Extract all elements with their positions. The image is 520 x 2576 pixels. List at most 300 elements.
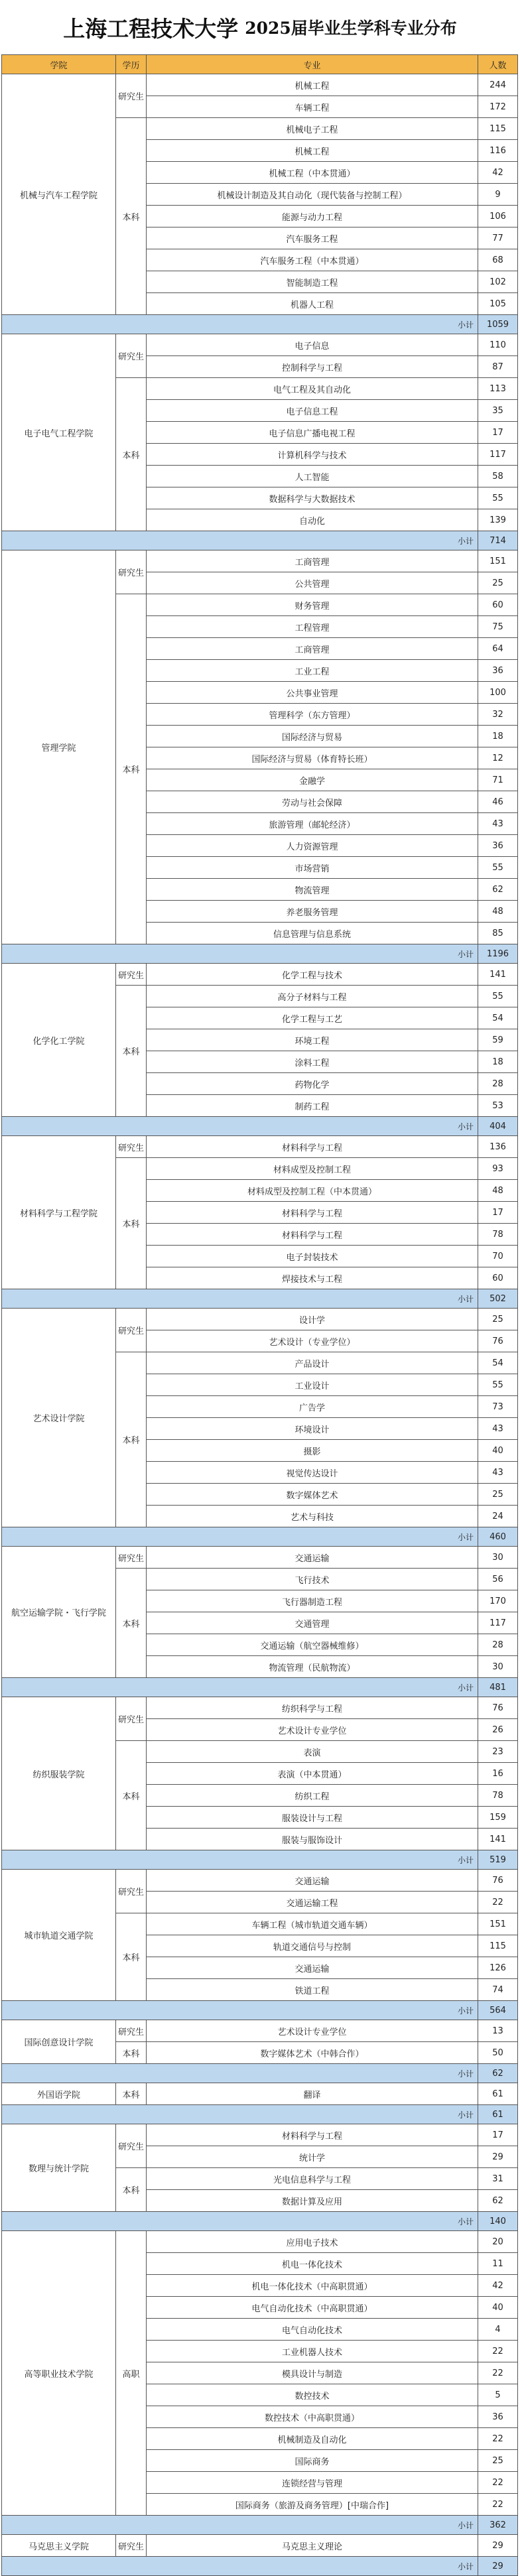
- major-count: 141: [478, 1829, 518, 1850]
- major-count: 48: [478, 901, 518, 923]
- major-name: 信息管理与信息系统: [147, 923, 478, 944]
- major-name: 艺术与科技: [147, 1506, 478, 1527]
- degree-cell: 本科: [116, 118, 147, 315]
- degree-cell: 高职: [116, 2231, 147, 2516]
- major-count: 23: [478, 1741, 518, 1763]
- table-row: [2, 1136, 518, 1158]
- major-count: 42: [478, 2275, 518, 2297]
- major-name: 材料成型及控制工程: [147, 1158, 478, 1180]
- major-count: 22: [478, 2472, 518, 2494]
- major-count: 30: [478, 1656, 518, 1678]
- major-name: 材料科学与工程: [147, 1136, 478, 1158]
- major-name: 马克思主义理论: [147, 2535, 478, 2557]
- major-count: 17: [478, 1202, 518, 1224]
- major-count: 126: [478, 1957, 518, 1979]
- college-name: 电子电气工程学院: [2, 334, 116, 531]
- major-count: 170: [478, 1590, 518, 1612]
- degree-cell: 研究生: [116, 1309, 147, 1352]
- major-name: 电气自动化技术: [147, 2319, 478, 2341]
- major-name: 交通运输: [147, 1870, 478, 1892]
- degree-cell: 本科: [116, 378, 147, 531]
- major-name: 环境工程: [147, 1029, 478, 1051]
- school-name: 上海工程技术大学: [63, 15, 239, 42]
- subtotal-row: [2, 1850, 518, 1870]
- major-name: 数据计算及应用: [147, 2190, 478, 2212]
- subtotal-value: 564: [478, 2001, 518, 2020]
- subtotal-value: 62: [478, 2064, 518, 2083]
- major-count: 172: [478, 96, 518, 118]
- major-count: 116: [478, 140, 518, 162]
- major-count: 55: [478, 986, 518, 1007]
- major-name: 数控技术: [147, 2384, 478, 2406]
- major-name: 机械制造及自动化: [147, 2428, 478, 2450]
- major-count: 244: [478, 74, 518, 96]
- major-name: 国际商务（旅游及商务管理）[中瑞合作]: [147, 2494, 478, 2516]
- subtotal-label: 小计: [2, 2212, 478, 2231]
- major-count: 28: [478, 1073, 518, 1095]
- major-count: 22: [478, 1892, 518, 1913]
- subtotal-value: 29: [478, 2557, 518, 2576]
- major-count: 16: [478, 1763, 518, 1785]
- page-title: [0, 0, 520, 54]
- major-count: 22: [478, 2341, 518, 2362]
- major-count: 40: [478, 1440, 518, 1462]
- major-name: 数字媒体艺术（中韩合作）: [147, 2042, 478, 2064]
- table-row: [2, 2535, 518, 2557]
- major-name: 电气工程及其自动化: [147, 378, 478, 400]
- major-count: 68: [478, 249, 518, 271]
- table-row: [2, 2231, 518, 2253]
- subtotal-label: 小计: [2, 1117, 478, 1136]
- major-count: 100: [478, 682, 518, 704]
- major-name: 工商管理: [147, 638, 478, 660]
- major-name: 服装与服饰设计: [147, 1829, 478, 1850]
- major-count: 102: [478, 271, 518, 293]
- major-name: 连锁经营与管理: [147, 2472, 478, 2494]
- college-name: 纺织服装学院: [2, 1697, 116, 1850]
- major-name: 机械设计制造及其自动化（现代装备与控制工程）: [147, 184, 478, 206]
- major-count: 58: [478, 466, 518, 487]
- major-name: 养老服务管理: [147, 901, 478, 923]
- major-name: 服装设计与工程: [147, 1807, 478, 1829]
- degree-cell: 本科: [116, 2083, 147, 2105]
- college-name: 高等职业技术学院: [2, 2231, 116, 2516]
- subtotal-label: 小计: [2, 315, 478, 334]
- subtotal-row: [2, 2105, 518, 2124]
- major-name: 劳动与社会保障: [147, 791, 478, 813]
- major-count: 53: [478, 1095, 518, 1117]
- table-row: [2, 1870, 518, 1892]
- major-name: 车辆工程（城市轨道交通车辆）: [147, 1913, 478, 1935]
- table-row: [2, 1697, 518, 1719]
- subtotal-value: 61: [478, 2105, 518, 2124]
- degree-cell: 研究生: [116, 74, 147, 118]
- table-row: [2, 550, 518, 572]
- major-count: 36: [478, 660, 518, 682]
- header-college: 学院: [2, 55, 116, 74]
- college-name: 马克思主义学院: [2, 2535, 116, 2557]
- major-count: 25: [478, 1309, 518, 1330]
- major-name: 物流管理: [147, 879, 478, 901]
- major-name: 统计学: [147, 2146, 478, 2168]
- major-name: 材料科学与工程: [147, 2124, 478, 2146]
- degree-cell: 本科: [116, 2168, 147, 2212]
- major-count: 87: [478, 356, 518, 378]
- major-count: 26: [478, 1719, 518, 1741]
- major-count: 141: [478, 964, 518, 986]
- major-count: 55: [478, 1374, 518, 1396]
- major-name: 汽车服务工程（中本贯通）: [147, 249, 478, 271]
- major-count: 24: [478, 1506, 518, 1527]
- major-name: 轨道交通信号与控制: [147, 1935, 478, 1957]
- major-count: 28: [478, 1634, 518, 1656]
- major-name: 产品设计: [147, 1352, 478, 1374]
- degree-cell: 本科: [116, 986, 147, 1117]
- major-count: 115: [478, 118, 518, 140]
- college-name: 数理与统计学院: [2, 2124, 116, 2212]
- subtotal-label: 小计: [2, 1527, 478, 1547]
- subtotal-value: 1196: [478, 944, 518, 964]
- major-name: 飞行器制造工程: [147, 1590, 478, 1612]
- major-count: 42: [478, 162, 518, 184]
- major-name: 机电一体化技术: [147, 2253, 478, 2275]
- major-name: 数据科学与大数据技术: [147, 487, 478, 509]
- subtotal-label: 小计: [2, 531, 478, 550]
- major-name: 涂料工程: [147, 1051, 478, 1073]
- major-name: 计算机科学与技术: [147, 444, 478, 466]
- major-name: 人力资源管理: [147, 835, 478, 857]
- major-name: 数字媒体艺术: [147, 1484, 478, 1506]
- degree-cell: 研究生: [116, 334, 147, 378]
- subtotal-value: 519: [478, 1850, 518, 1870]
- subtotal-row: [2, 2516, 518, 2535]
- subtotal-label: 小计: [2, 1289, 478, 1309]
- table-row: [2, 964, 518, 986]
- subtotal-row: [2, 1527, 518, 1547]
- major-count: 17: [478, 422, 518, 444]
- major-name: 材料科学与工程: [147, 1202, 478, 1224]
- major-name: 环境设计: [147, 1418, 478, 1440]
- table-row: [2, 2124, 518, 2146]
- major-count: 17: [478, 2124, 518, 2146]
- major-count: 12: [478, 747, 518, 769]
- subtotal-value: 1059: [478, 315, 518, 334]
- subtotal-row: [2, 2001, 518, 2020]
- header-major: 专业: [147, 55, 478, 74]
- major-count: 60: [478, 1267, 518, 1289]
- major-name: 自动化: [147, 509, 478, 531]
- subtotal-label: 小计: [2, 2557, 478, 2576]
- major-count: 13: [478, 2020, 518, 2042]
- degree-cell: 本科: [116, 1569, 147, 1678]
- major-name: 公共管理: [147, 572, 478, 594]
- major-count: 151: [478, 1913, 518, 1935]
- major-count: 74: [478, 1979, 518, 2001]
- subtotal-value: 460: [478, 1527, 518, 1547]
- major-name: 翻译: [147, 2083, 478, 2105]
- major-name: 纺织工程: [147, 1785, 478, 1807]
- major-name: 铁道工程: [147, 1979, 478, 2001]
- major-name: 电子信息: [147, 334, 478, 356]
- degree-cell: 本科: [116, 1913, 147, 2001]
- degree-cell: 本科: [116, 1741, 147, 1850]
- major-name: 制药工程: [147, 1095, 478, 1117]
- major-name: 机电一体化技术（中高职贯通）: [147, 2275, 478, 2297]
- major-name: 智能制造工程: [147, 271, 478, 293]
- major-count: 85: [478, 923, 518, 944]
- major-count: 31: [478, 2168, 518, 2190]
- major-count: 22: [478, 2362, 518, 2384]
- major-name: 视觉传达设计: [147, 1462, 478, 1484]
- major-count: 22: [478, 2494, 518, 2516]
- major-name: 机械电子工程: [147, 118, 478, 140]
- major-name: 交通运输: [147, 1547, 478, 1569]
- major-distribution-table: [1, 54, 518, 2576]
- degree-cell: 研究生: [116, 550, 147, 594]
- major-count: 54: [478, 1352, 518, 1374]
- subtotal-row: [2, 2064, 518, 2083]
- major-count: 64: [478, 638, 518, 660]
- major-count: 55: [478, 487, 518, 509]
- table-row: [2, 2020, 518, 2042]
- major-count: 29: [478, 2535, 518, 2557]
- degree-cell: 研究生: [116, 1870, 147, 1913]
- degree-cell: 研究生: [116, 2020, 147, 2042]
- subtotal-label: 小计: [2, 2516, 478, 2535]
- major-count: 43: [478, 813, 518, 835]
- subtotal-row: [2, 944, 518, 964]
- major-count: 73: [478, 1396, 518, 1418]
- major-name: 国际商务: [147, 2450, 478, 2472]
- major-count: 117: [478, 444, 518, 466]
- subtotal-row: [2, 2212, 518, 2231]
- title-subtitle: 2025届毕业生学科专业分布: [245, 19, 457, 38]
- header-degree: 学历: [116, 55, 147, 74]
- major-count: 62: [478, 2190, 518, 2212]
- major-name: 模具设计与制造: [147, 2362, 478, 2384]
- major-count: 9: [478, 184, 518, 206]
- major-count: 78: [478, 1785, 518, 1807]
- table-body: [2, 74, 518, 2576]
- subtotal-value: 362: [478, 2516, 518, 2535]
- major-name: 管理科学（东方管理）: [147, 704, 478, 726]
- major-name: 表演（中本贯通）: [147, 1763, 478, 1785]
- degree-cell: 研究生: [116, 1547, 147, 1569]
- degree-cell: 研究生: [116, 964, 147, 986]
- major-name: 材料科学与工程: [147, 1224, 478, 1246]
- major-count: 54: [478, 1007, 518, 1029]
- college-name: 城市轨道交通学院: [2, 1870, 116, 2001]
- major-count: 71: [478, 769, 518, 791]
- major-name: 应用电子技术: [147, 2231, 478, 2253]
- major-count: 18: [478, 726, 518, 747]
- major-count: 60: [478, 594, 518, 616]
- major-count: 61: [478, 2083, 518, 2105]
- major-count: 117: [478, 1612, 518, 1634]
- major-name: 电子封装技术: [147, 1246, 478, 1267]
- major-name: 表演: [147, 1741, 478, 1763]
- degree-cell: 本科: [116, 2042, 147, 2064]
- major-name: 飞行技术: [147, 1569, 478, 1590]
- college-name: 航空运输学院・飞行学院: [2, 1547, 116, 1678]
- college-name: 国际创意设计学院: [2, 2020, 116, 2064]
- major-count: 115: [478, 1935, 518, 1957]
- major-name: 能源与动力工程: [147, 206, 478, 227]
- major-count: 151: [478, 550, 518, 572]
- major-name: 交通运输（航空器械维修）: [147, 1634, 478, 1656]
- major-count: 113: [478, 378, 518, 400]
- major-count: 32: [478, 704, 518, 726]
- college-name: 材料科学与工程学院: [2, 1136, 116, 1289]
- major-name: 艺术设计专业学位: [147, 2020, 478, 2042]
- major-name: 工业设计: [147, 1374, 478, 1396]
- major-name: 机械工程: [147, 140, 478, 162]
- major-count: 139: [478, 509, 518, 531]
- major-name: 控制科学与工程: [147, 356, 478, 378]
- major-name: 电子信息工程: [147, 400, 478, 422]
- major-count: 78: [478, 1224, 518, 1246]
- college-name: 外国语学院: [2, 2083, 116, 2105]
- degree-cell: 研究生: [116, 1136, 147, 1158]
- major-name: 旅游管理（邮轮经济）: [147, 813, 478, 835]
- table-row: [2, 1547, 518, 1569]
- major-name: 工程管理: [147, 616, 478, 638]
- subtotal-label: 小计: [2, 2001, 478, 2020]
- major-name: 电子信息广播电视工程: [147, 422, 478, 444]
- major-name: 物流管理（民航物流）: [147, 1656, 478, 1678]
- major-count: 40: [478, 2297, 518, 2319]
- major-name: 车辆工程: [147, 96, 478, 118]
- major-name: 市场营销: [147, 857, 478, 879]
- table-row: [2, 74, 518, 96]
- major-name: 光电信息科学与工程: [147, 2168, 478, 2190]
- major-name: 摄影: [147, 1440, 478, 1462]
- major-count: 25: [478, 572, 518, 594]
- major-count: 62: [478, 879, 518, 901]
- major-name: 艺术设计（专业学位）: [147, 1330, 478, 1352]
- major-count: 93: [478, 1158, 518, 1180]
- major-name: 人工智能: [147, 466, 478, 487]
- subtotal-row: [2, 1678, 518, 1697]
- major-count: 136: [478, 1136, 518, 1158]
- degree-cell: 本科: [116, 1158, 147, 1289]
- major-name: 广告学: [147, 1396, 478, 1418]
- subtotal-label: 小计: [2, 2105, 478, 2124]
- major-name: 机械工程（中本贯通）: [147, 162, 478, 184]
- major-count: 22: [478, 2428, 518, 2450]
- major-count: 43: [478, 1418, 518, 1440]
- table-row: [2, 334, 518, 356]
- subtotal-label: 小计: [2, 2064, 478, 2083]
- major-name: 高分子材料与工程: [147, 986, 478, 1007]
- major-count: 159: [478, 1807, 518, 1829]
- major-count: 106: [478, 206, 518, 227]
- major-name: 公共事业管理: [147, 682, 478, 704]
- subtotal-value: 404: [478, 1117, 518, 1136]
- subtotal-row: [2, 531, 518, 550]
- major-name: 国际经济与贸易（体育特长班）: [147, 747, 478, 769]
- major-count: 70: [478, 1246, 518, 1267]
- major-count: 76: [478, 1330, 518, 1352]
- major-count: 11: [478, 2253, 518, 2275]
- major-name: 设计学: [147, 1309, 478, 1330]
- major-count: 25: [478, 2450, 518, 2472]
- major-name: 机器人工程: [147, 293, 478, 315]
- major-count: 18: [478, 1051, 518, 1073]
- major-count: 77: [478, 227, 518, 249]
- college-name: 化学化工学院: [2, 964, 116, 1117]
- subtotal-value: 481: [478, 1678, 518, 1697]
- subtotal-row: [2, 1289, 518, 1309]
- subtotal-label: 小计: [2, 1678, 478, 1697]
- subtotal-label: 小计: [2, 944, 478, 964]
- degree-cell: 研究生: [116, 2535, 147, 2557]
- degree-cell: 本科: [116, 1352, 147, 1527]
- major-name: 交通运输: [147, 1957, 478, 1979]
- major-count: 59: [478, 1029, 518, 1051]
- subtotal-row: [2, 2557, 518, 2576]
- major-name: 化学工程与工艺: [147, 1007, 478, 1029]
- subtotal-value: 502: [478, 1289, 518, 1309]
- major-name: 机械工程: [147, 74, 478, 96]
- subtotal-value: 714: [478, 531, 518, 550]
- table-row: [2, 1309, 518, 1330]
- major-count: 76: [478, 1697, 518, 1719]
- major-name: 交通运输工程: [147, 1892, 478, 1913]
- major-count: 29: [478, 2146, 518, 2168]
- major-name: 国际经济与贸易: [147, 726, 478, 747]
- major-count: 110: [478, 334, 518, 356]
- major-count: 4: [478, 2319, 518, 2341]
- major-count: 20: [478, 2231, 518, 2253]
- major-count: 50: [478, 2042, 518, 2064]
- college-name: 艺术设计学院: [2, 1309, 116, 1527]
- major-name: 焊接技术与工程: [147, 1267, 478, 1289]
- major-name: 材料成型及控制工程（中本贯通）: [147, 1180, 478, 1202]
- subtotal-row: [2, 1117, 518, 1136]
- header-count: 人数: [478, 55, 518, 74]
- major-name: 工业机器人技术: [147, 2341, 478, 2362]
- major-count: 75: [478, 616, 518, 638]
- major-name: 艺术设计专业学位: [147, 1719, 478, 1741]
- major-count: 56: [478, 1569, 518, 1590]
- college-name: 管理学院: [2, 550, 116, 944]
- major-name: 工商管理: [147, 550, 478, 572]
- major-count: 25: [478, 1484, 518, 1506]
- major-name: 汽车服务工程: [147, 227, 478, 249]
- major-count: 36: [478, 835, 518, 857]
- degree-cell: 本科: [116, 594, 147, 944]
- major-count: 30: [478, 1547, 518, 1569]
- degree-cell: 研究生: [116, 2124, 147, 2168]
- major-count: 105: [478, 293, 518, 315]
- major-name: 纺织科学与工程: [147, 1697, 478, 1719]
- table-header-row: [2, 55, 518, 74]
- major-count: 36: [478, 2406, 518, 2428]
- major-count: 46: [478, 791, 518, 813]
- major-name: 工业工程: [147, 660, 478, 682]
- major-name: 药物化学: [147, 1073, 478, 1095]
- subtotal-row: [2, 315, 518, 334]
- subtotal-value: 140: [478, 2212, 518, 2231]
- major-count: 48: [478, 1180, 518, 1202]
- major-name: 金融学: [147, 769, 478, 791]
- college-name: 机械与汽车工程学院: [2, 74, 116, 315]
- major-count: 43: [478, 1462, 518, 1484]
- subtotal-label: 小计: [2, 1850, 478, 1870]
- degree-cell: 研究生: [116, 1697, 147, 1741]
- major-name: 交通管理: [147, 1612, 478, 1634]
